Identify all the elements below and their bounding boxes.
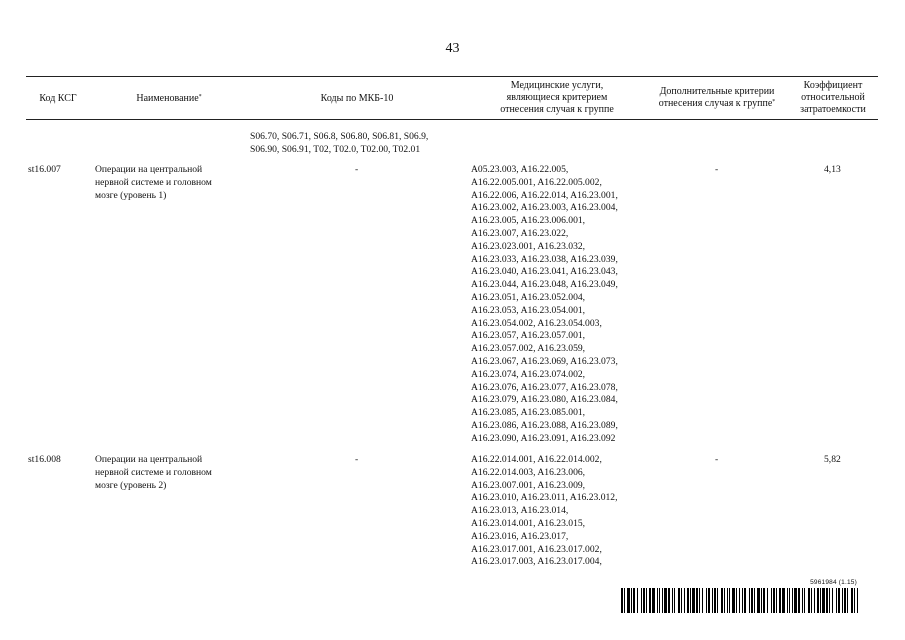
row-name: Операции на центральной нервной системе и головном мозге (уровень 2) bbox=[95, 454, 212, 491]
footnote-mark: * bbox=[772, 99, 776, 105]
continuation-icd-codes: S06.70, S06.71, S06.8, S06.80, S06.81, S06.9, S06.90, S06.91, T02, T02.0, T02.00, T02.01 bbox=[250, 131, 429, 155]
row-icd: - bbox=[355, 164, 359, 175]
header-bottom-rule bbox=[26, 119, 878, 120]
barcode-image bbox=[621, 588, 859, 613]
header-icd: Коды по МКБ-10 bbox=[320, 93, 394, 104]
row-icd: - bbox=[355, 454, 359, 465]
table-top-rule bbox=[26, 76, 878, 77]
row-code: st16.007 bbox=[28, 164, 61, 175]
row-extra-criteria: - bbox=[715, 454, 719, 465]
row-code: st16.008 bbox=[28, 454, 61, 465]
header-extra: Дополнительные критерии отнесения случая к группе* bbox=[658, 86, 776, 109]
row-extra-criteria: - bbox=[715, 164, 719, 175]
page-number: 43 bbox=[445, 41, 460, 56]
row-coefficient: 4,13 bbox=[824, 164, 841, 175]
row-name: Операции на центральной нервной системе и головном мозге (уровень 1) bbox=[95, 164, 212, 201]
header-coef: Коэффициент относительной затратоемкости bbox=[800, 80, 866, 115]
row-services: A16.22.014.001, A16.22.014.002, A16.22.014.003, A16.23.006, A16.23.007.001, A16.23.009, A16.23.010, A16.23.011, A16.23.012, A16.23.013, A16.23.014, A16.23.014.001, A16.23.015, A16.23.016, A16.23.017, A16.23.017.001, A16.23.017.002, A16.23.017.003, A16.23.017.004, bbox=[471, 454, 618, 568]
barcode-label: 5961984 (1.15) bbox=[810, 579, 857, 586]
row-services: A05.23.003, A16.22.005, A16.22.005.001, A16.22.005.002, A16.22.006, A16.22.014, A16.23.001, A16.23.002, A16.23.003, A16.23.004, A16.23.005, A16.23.006.001, A16.23.007, A16.23.022, A16.23.023.001, A16.23.032, A16.23.033, A16.23.038, A16.23.039, A16.23.040, A16.23.041, A16.23.043, A16.23.044, A16.23.048, A16.23.049, A16.23.051, A16.23.052.004, A16.23.053, A16.23.054.001, A16.23.054.002, A16.23.054.003, A16.23.057, A16.23.057.001, A16.23.057.002, A16.23.059, A16.23.067, A16.23.069, A16.23.073, A16.23.074, A16.23.074.002, A16.23.076, A16.23.077, A16.23.078, A16.23.079, A16.23.080, A16.23.084, A16.23.085, A16.23.085.001, A16.23.086, A16.23.088, A16.23.089, A16.23.090, A16.23.091, A16.23.092 bbox=[471, 164, 618, 444]
header-name: Наименование* bbox=[136, 93, 202, 104]
row-coefficient: 5,82 bbox=[824, 454, 841, 465]
header-code: Код КСГ bbox=[39, 93, 77, 104]
header-services: Медицинские услуги, являющиеся критерием отнесения случая к группе bbox=[500, 80, 614, 115]
document-barcode bbox=[621, 579, 859, 613]
footnote-mark: * bbox=[198, 94, 202, 100]
